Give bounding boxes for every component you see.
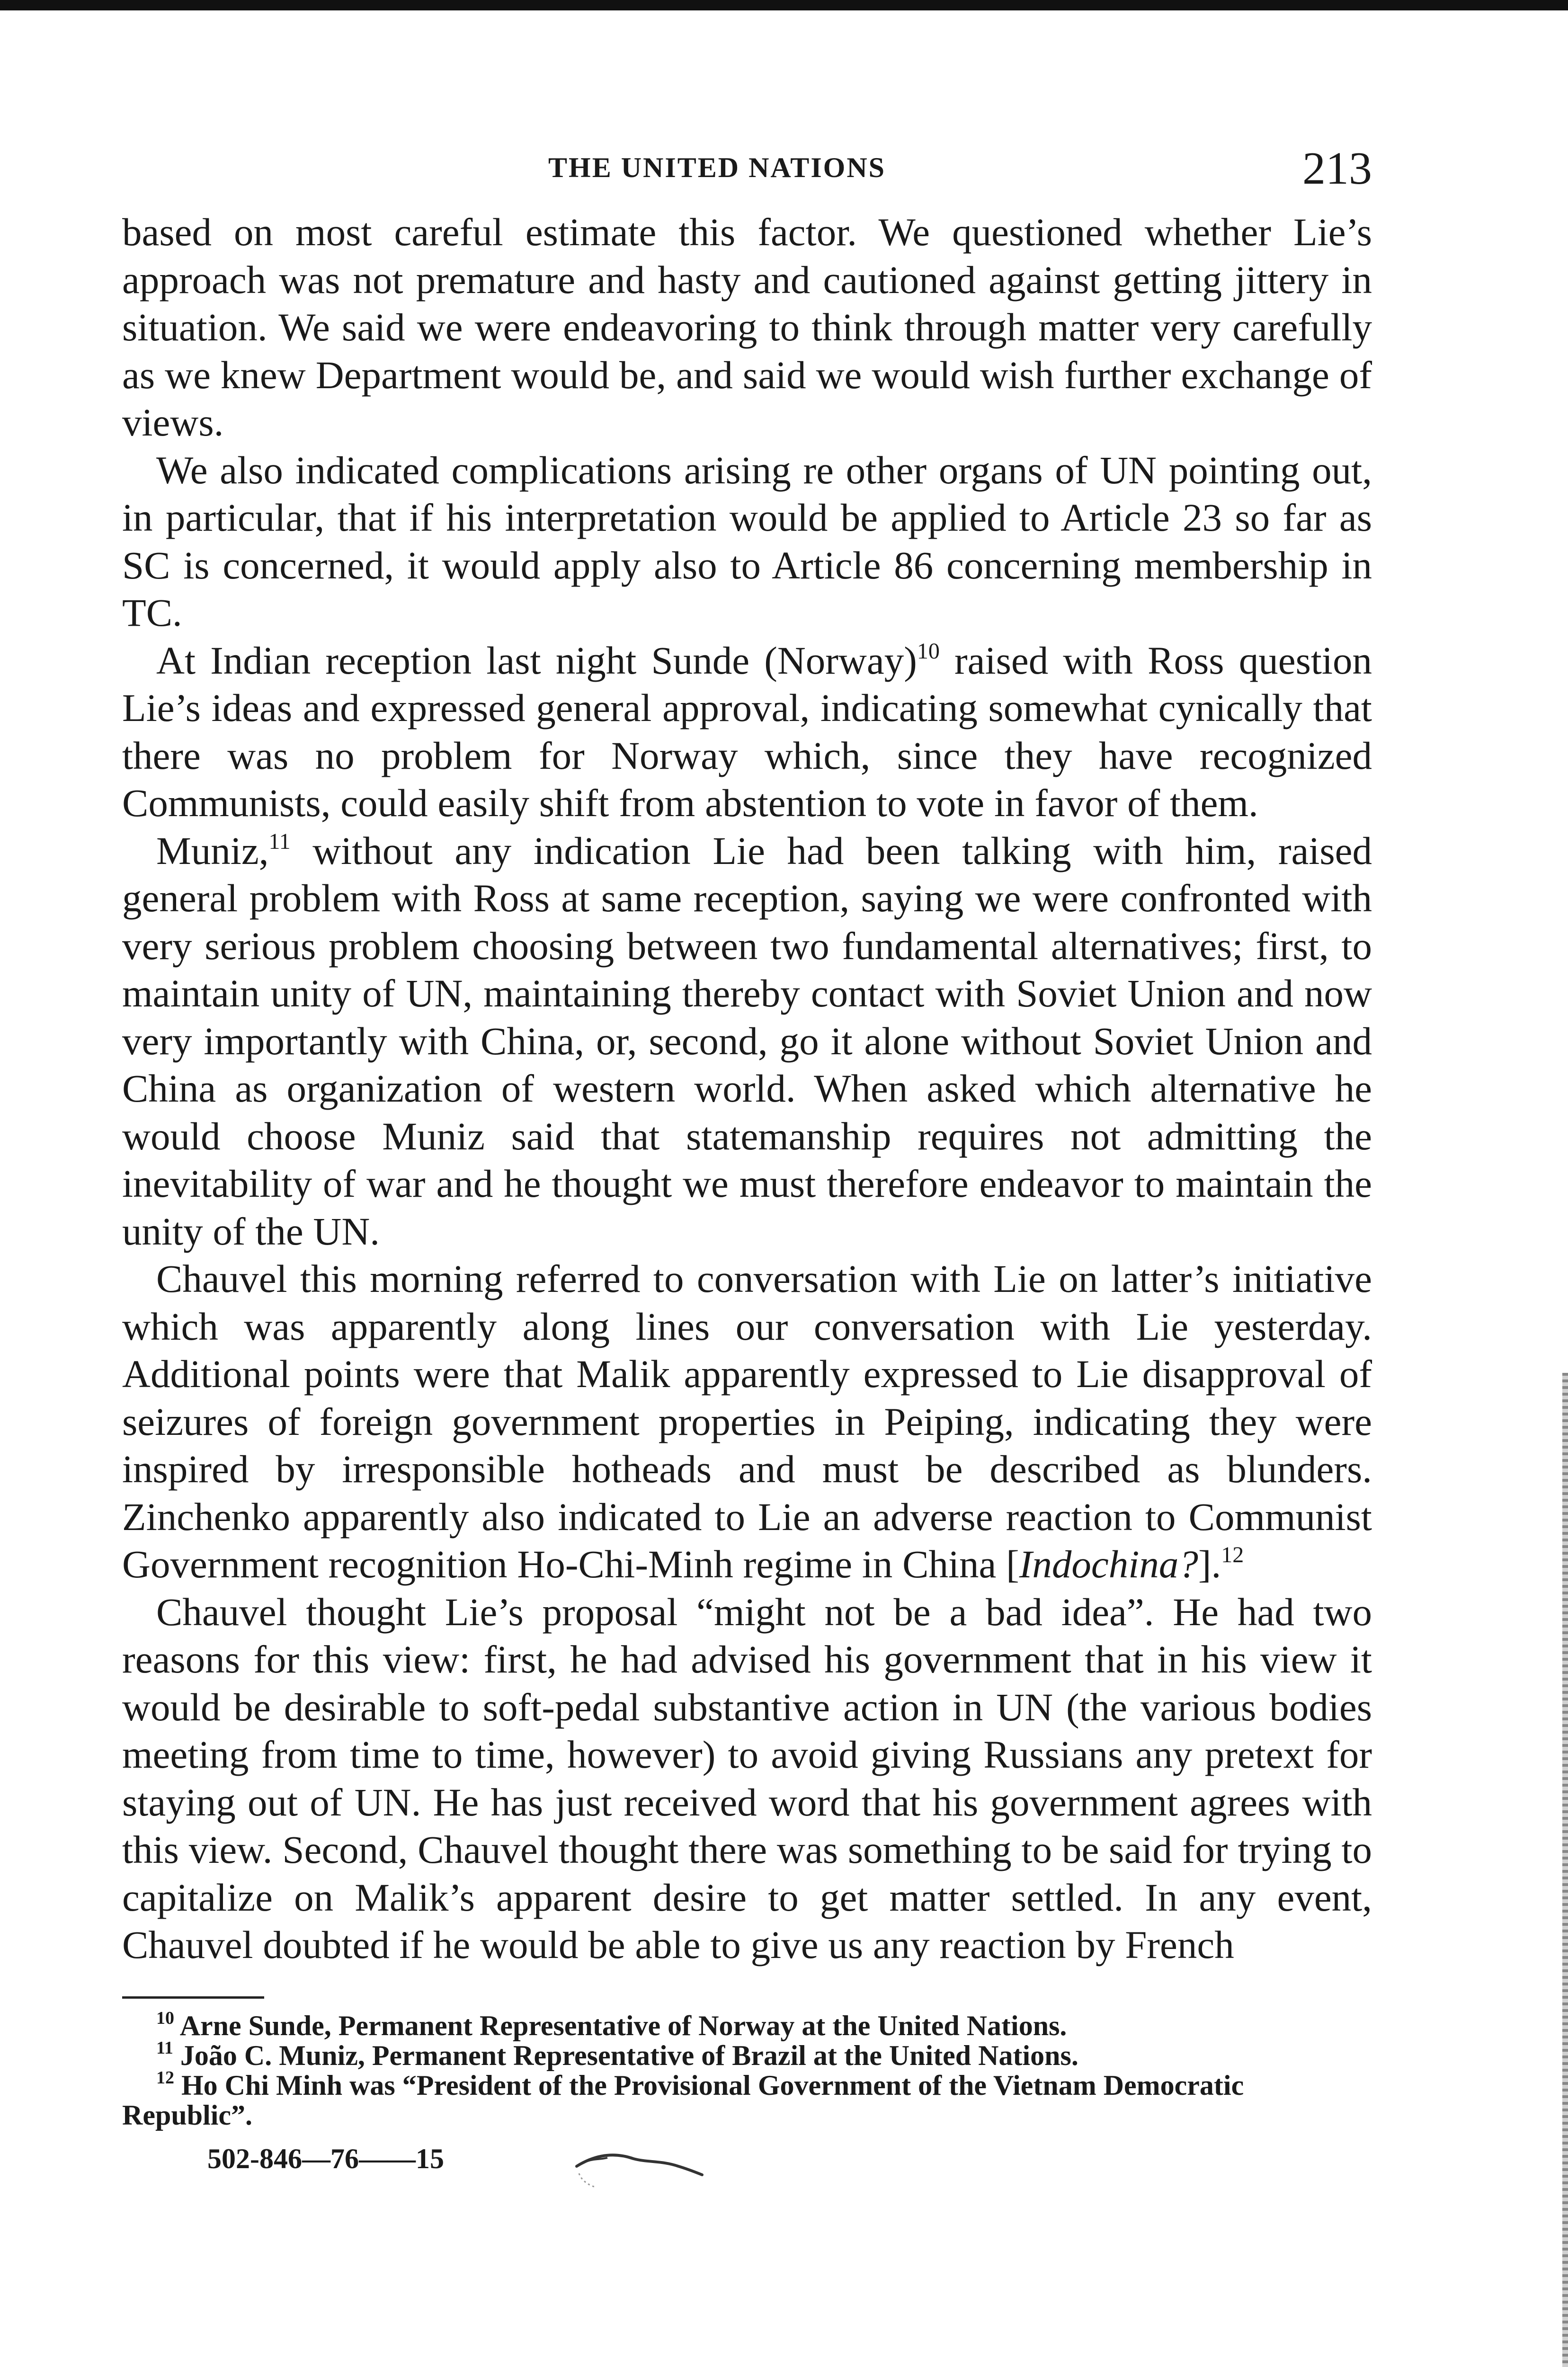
paragraph-5-text-a: Chauvel this morning referred to conversation with Lie on latter’s initiative which was apparently along lines our conversation with Lie yesterday. Additional points were that Malik apparently expressed to Lie disapproval of seizures of foreign government properties in Peiping, indicating they were inspired by irresponsible hotheads and must be described as blunders. Zinchenko apparently also indicated to Lie an adverse reaction to Communist Government recognition Ho-Chi-Minh regime in China [ bbox=[122, 1257, 1372, 1586]
document-page bbox=[122, 137, 1372, 2175]
footnote-number: 12 bbox=[156, 2067, 174, 2088]
running-head bbox=[122, 137, 1372, 208]
paragraph-3-text-a: At Indian reception last night Sunde (Norway) bbox=[156, 638, 917, 682]
paragraph-1: based on most careful estimate this factor. We questioned whether Lie’s approach was not premature and hasty and cautioned against getting jittery in situation. We said we were endeavoring to think through matter very carefully as we knew Department would be, and said we would wish further exchange of views. bbox=[122, 210, 1372, 444]
footnote-text: Arne Sunde, Permanent Representative of Norway at the United Nations. bbox=[179, 2010, 1067, 2041]
paragraph-5-text-b: ]. bbox=[1198, 1542, 1221, 1586]
footnote-ref-10: 10 bbox=[917, 638, 940, 664]
footnote-10 bbox=[122, 2008, 1372, 2041]
paragraph-4-text-a: Muniz, bbox=[156, 828, 269, 872]
footnote-number: 10 bbox=[156, 2008, 174, 2028]
page-top-edge bbox=[0, 0, 1568, 10]
page-number: 213 bbox=[1302, 143, 1372, 194]
footnote-text: Ho Chi Minh was “President of the Provisional Government of the Vietnam Democratic Republic”. bbox=[122, 2069, 1244, 2131]
printer-code-text: 502-846—76——15 bbox=[207, 2143, 444, 2174]
footnotes bbox=[122, 2008, 1372, 2131]
scan-edge-marks bbox=[1562, 1373, 1568, 2367]
footnote-12 bbox=[122, 2067, 1372, 2131]
footnote-text: João C. Muniz, Permanent Representative of Brazil at the United Nations. bbox=[180, 2039, 1078, 2071]
paragraph-4-text-b: without any indication Lie had been talking with him, raised general problem with Ross at same reception, saying we were confronted with very serious problem choosing between two fundamental alternatives; first, to maintain unity of UN, maintaining thereby contact with Soviet Union and now very importantly with China, or, second, go it alone without Soviet Union and China as organization of western world. When asked which alternative he would choose Muniz said that statemanship requires not admitting the inevitability of war and he thought we must therefore endeavor to maintain the unity of the UN. bbox=[122, 828, 1372, 1253]
body-text bbox=[122, 208, 1372, 1969]
paragraph-6: Chauvel thought Lie’s proposal “might not be a bad idea”. He had two reasons for this view: first, he had advised his government that in his view it would be desirable to soft-pedal substantive action in UN (the various bodies meeting from time to time, however) to avoid giving Russians any pretext for staying out of UN. He has just received word that his government agrees with this view. Second, Chauvel thought there was something to be said for trying to capitalize on Malik’s apparent desire to get matter settled. In any event, Chauvel doubted if he would be able to give us any reaction by French bbox=[122, 1590, 1372, 1967]
running-title: THE UNITED NATIONS bbox=[548, 152, 886, 183]
ink-smudge-icon bbox=[567, 2138, 709, 2190]
footnote-ref-11: 11 bbox=[268, 828, 291, 854]
paragraph-5 bbox=[122, 1255, 1372, 1588]
paragraph-5-italic: Indochina? bbox=[1019, 1542, 1198, 1586]
paragraph-3-text-b: raised with Ross question Lie’s ideas and expressed general approval, indicating somewhat cynically that there was no problem for Norway which, since they have recognized Communists, could easily shift from abstention to vote in favor of them. bbox=[122, 638, 1372, 825]
printer-code bbox=[207, 2143, 1372, 2175]
footnote-11 bbox=[122, 2038, 1372, 2071]
footnote-number: 11 bbox=[156, 2038, 173, 2058]
paragraph-4 bbox=[122, 827, 1372, 1255]
paragraph-3 bbox=[122, 637, 1372, 827]
footnote-ref-12: 12 bbox=[1221, 1542, 1244, 1567]
paragraph-2: We also indicated complications arising re other organs of UN pointing out, in particular, that if his interpretation would be applied to Article 23 so far as SC is concerned, it would apply also to Article 86 concerning membership in TC. bbox=[122, 448, 1372, 634]
footnote-divider bbox=[122, 1996, 264, 1999]
